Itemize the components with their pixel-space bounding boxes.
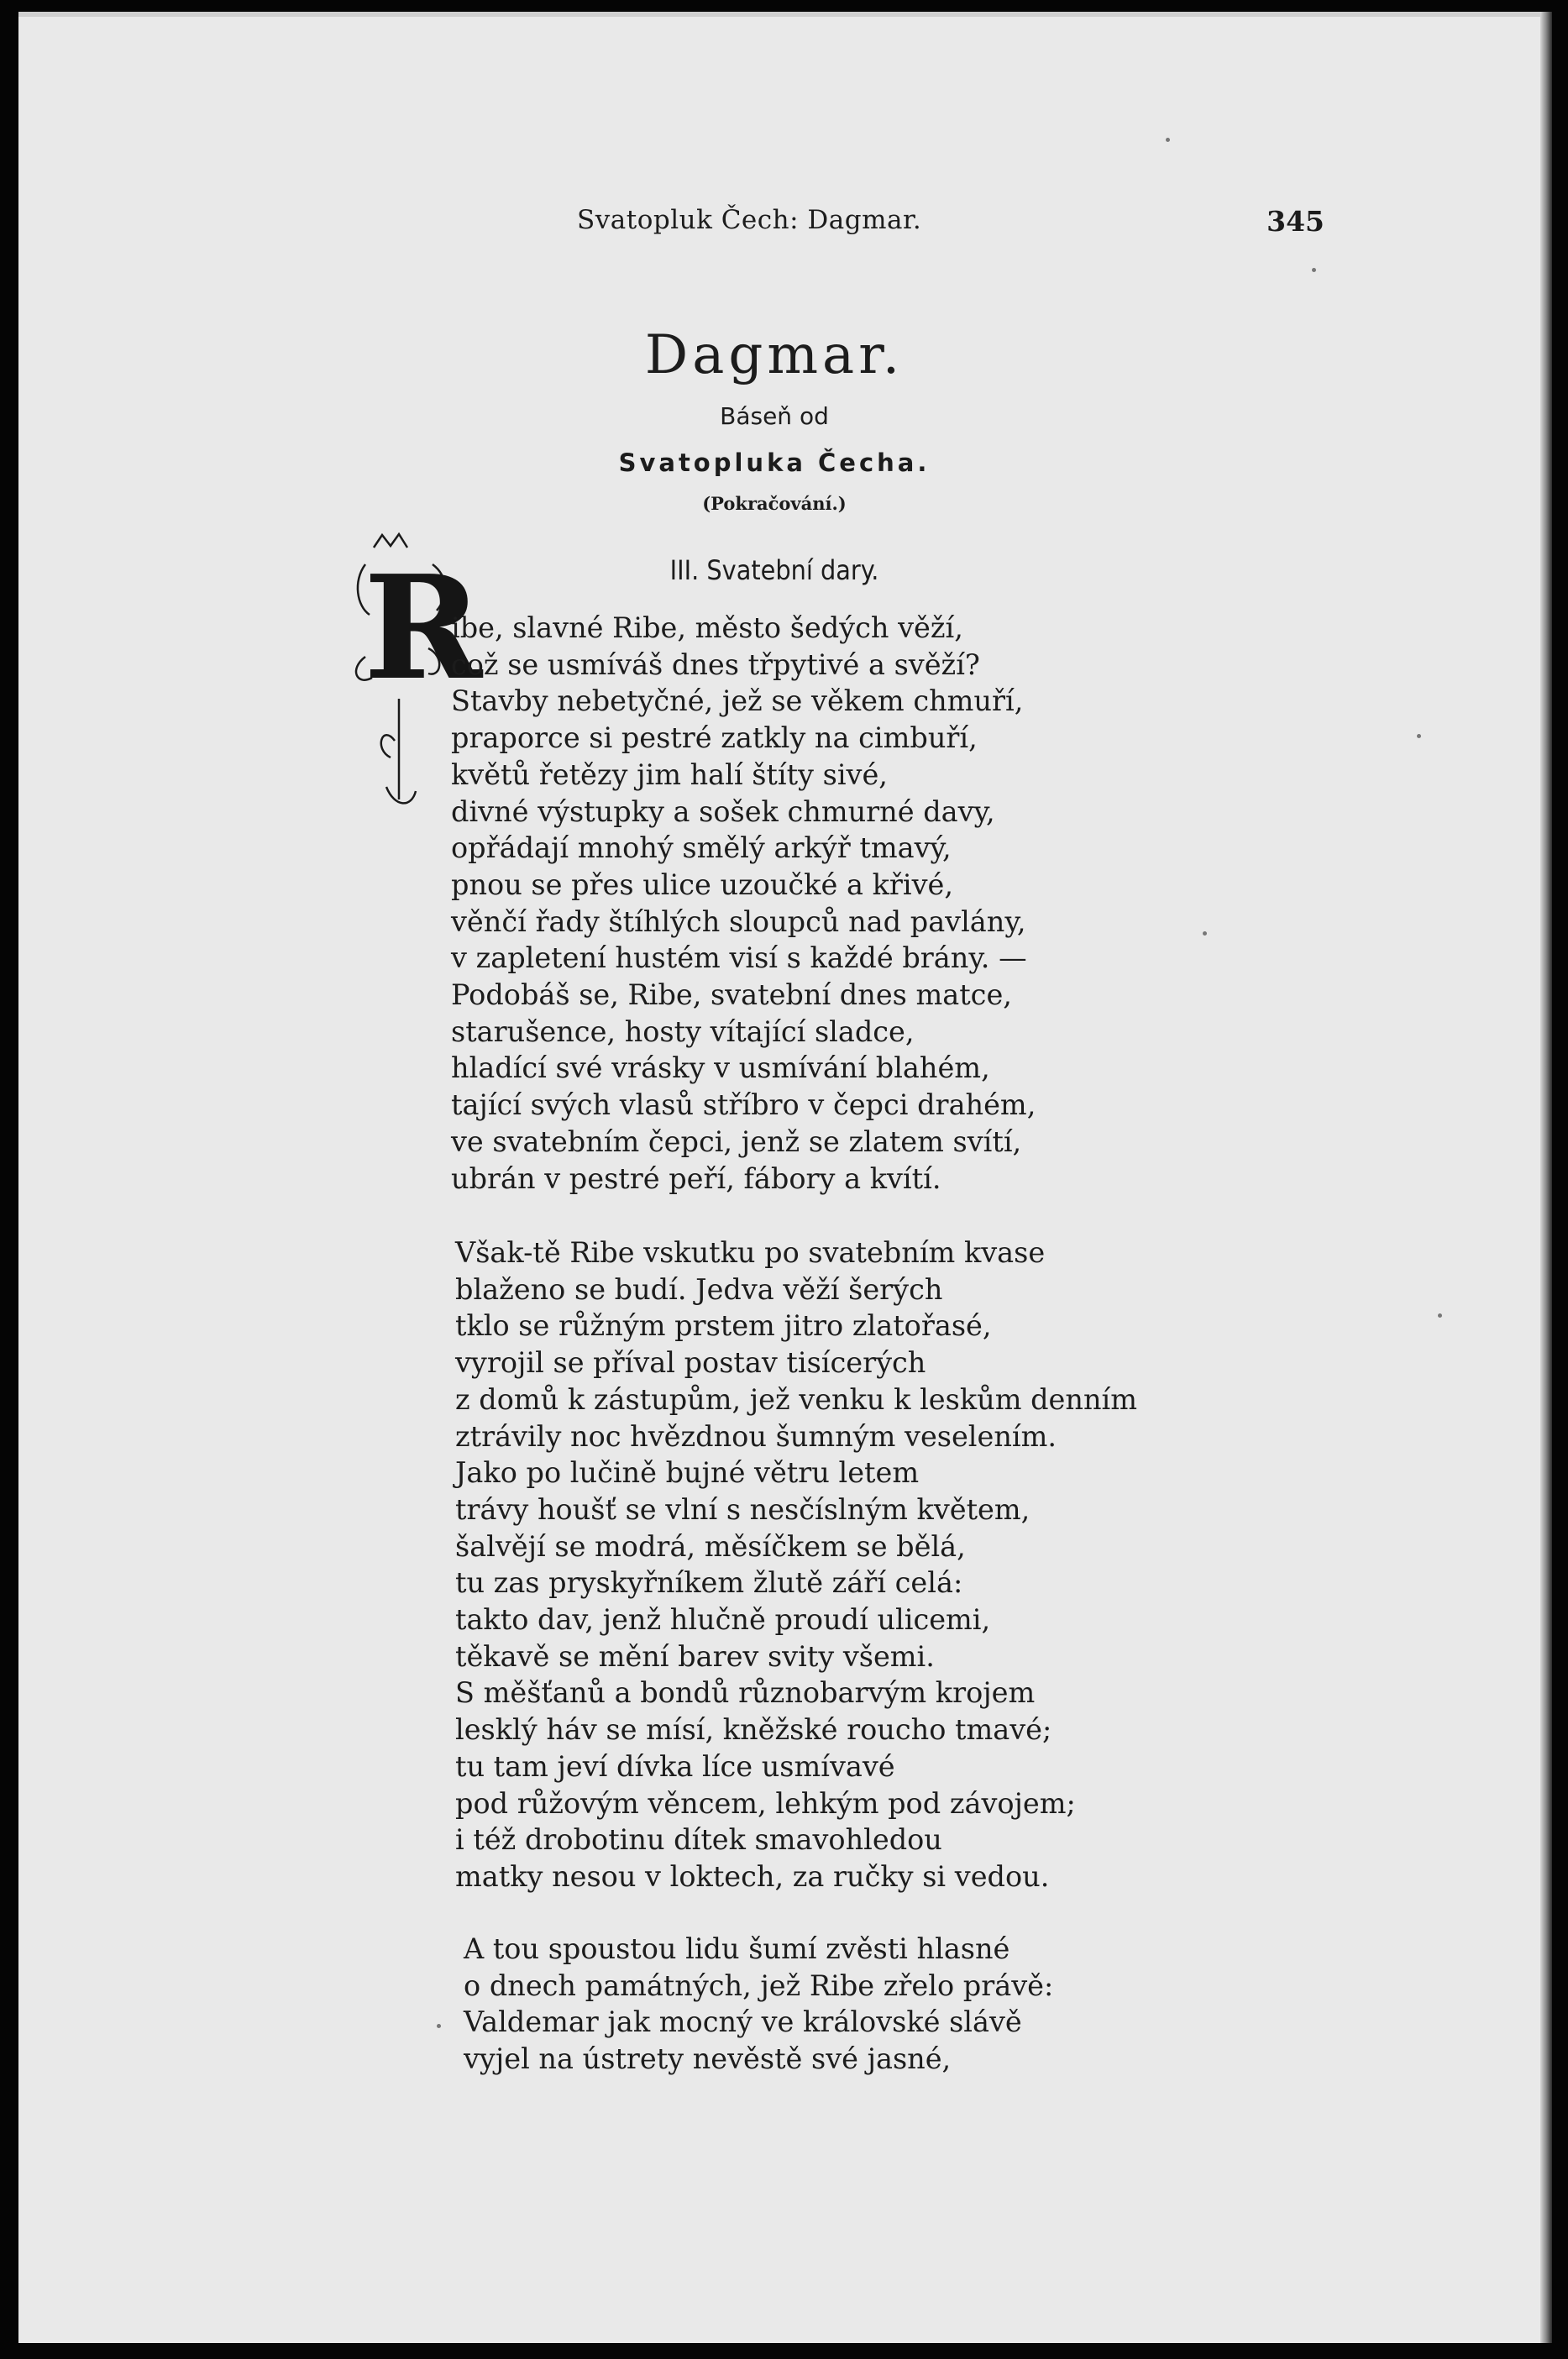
poem-line: i též drobotinu dítek smavohledou	[455, 1823, 942, 1857]
stanza-3	[464, 1931, 1053, 2078]
page-top-edge	[18, 12, 1552, 17]
book-page	[18, 12, 1552, 2343]
paper-speck	[1438, 1313, 1442, 1318]
poem-line: opřádají mnohý smělý arkýř tmavý,	[451, 831, 952, 865]
poem-line: pnou se přes ulice uzoučké a křivé,	[451, 868, 953, 901]
poem-line: vyrojil se příval postav tisícerých	[455, 1346, 926, 1380]
paper-speck	[1166, 138, 1170, 142]
poem-line: tající svých vlasů stříbro v čepci drahém,	[451, 1088, 1036, 1122]
poem-line: S měšťanů a bondů různobarvým krojem	[455, 1676, 1036, 1710]
continued-note: (Pokračování.)	[702, 493, 847, 514]
poem-subtitle: Báseň od	[720, 402, 829, 430]
poem-line: Stavby nebetyčné, jež se věkem chmuří,	[451, 684, 1024, 718]
poem-line: ve svatebním čepci, jenž se zlatem svítí,	[451, 1124, 1022, 1158]
poem-line: tu zas pryskyřníkem žlutě září celá:	[455, 1566, 963, 1600]
poem-line: šalvějí se modrá, měsíčkem se bělá,	[455, 1529, 966, 1563]
poem-line: v zapletení hustém visí s každé brány. —	[451, 941, 1027, 975]
poem-line: hladící své vrásky v usmívání blahém,	[451, 1051, 990, 1085]
stanza-1	[451, 610, 1036, 1197]
poem-author: Svatopluka Čecha.	[618, 448, 931, 477]
poem-line: vyjel na ústrety nevěstě své jasné,	[464, 2042, 952, 2076]
poem-line: Valdemar jak mocný ve královské slávě	[464, 2005, 1022, 2039]
poem-line: lesklý háv se mísí, kněžské roucho tmavé;	[455, 1713, 1052, 1747]
initial-letter-glyph: R	[364, 544, 483, 712]
poem-line: matky nesou v loktech, za ručky si vedou.	[455, 1859, 1050, 1893]
decorated-initial-letter	[349, 531, 483, 820]
poem-line: těkavě se mění barev svity všemi.	[455, 1639, 935, 1673]
paper-speck	[1417, 734, 1421, 738]
poem-line: Jako po lučině bujné větru letem	[455, 1456, 920, 1490]
poem-line: tu tam jeví dívka líce usmívavé	[455, 1749, 895, 1783]
page-spine-shadow	[1540, 12, 1552, 2343]
paper-speck	[437, 2024, 441, 2028]
poem-line: praporce si pestré zatkly na cimbuří,	[451, 721, 978, 755]
poem-title: Dagmar.	[644, 324, 905, 386]
stanza-2	[455, 1235, 1137, 1895]
running-header	[577, 205, 1324, 244]
poem-line: ztrávily noc hvězdnou šumným veselením.	[455, 1419, 1057, 1453]
poem-line: blaženo se budí. Jedva věží šerých	[455, 1272, 943, 1306]
poem-line: ibe, slavné Ribe, město šedých věží,	[451, 611, 963, 644]
paper-speck	[1312, 268, 1316, 272]
poem-line: ubrán v pestré peří, fábory a kvítí.	[451, 1161, 941, 1195]
poem-line: divné výstupky a sošek chmurné davy,	[451, 794, 995, 828]
poem-line: A tou spoustou lidu šumí zvěsti hlasné	[464, 1932, 1010, 1965]
running-title: Svatopluk Čech: Dagmar.	[577, 205, 922, 235]
poem-line: tklo se růžným prstem jitro zlatořasé,	[455, 1309, 992, 1343]
paper-speck	[1203, 931, 1207, 936]
poem-line: Však-tě Ribe vskutku po svatebním kvase	[455, 1236, 1046, 1269]
section-title: III. Svatební dary.	[669, 554, 879, 586]
poem-line: o dnech památných, jež Ribe zřelo právě:	[464, 1968, 1054, 2002]
poem-line: pod růžovým věncem, lehkým pod závojem;	[455, 1786, 1076, 1820]
poem-line: trávy houšť se vlní s nesčíslným květem,	[455, 1492, 1030, 1526]
poem-line: věnčí řady štíhlých sloupců nad pavlány,	[451, 904, 1026, 938]
poem-line: Podobáš se, Ribe, svatební dnes matce,	[451, 978, 1012, 1012]
poem-line: což se usmíváš dnes třpytivé a svěží?	[451, 647, 980, 681]
page-number: 345	[1266, 205, 1324, 238]
poem-line: takto dav, jenž hlučně proudí ulicemi,	[455, 1603, 991, 1637]
poem-line: květů řetězy jim halí štíty sivé,	[451, 758, 888, 791]
poem-line: starušence, hosty vítající sladce,	[451, 1014, 915, 1048]
poem-line: z domů k zástupům, jež venku k leskům denním	[455, 1382, 1138, 1416]
